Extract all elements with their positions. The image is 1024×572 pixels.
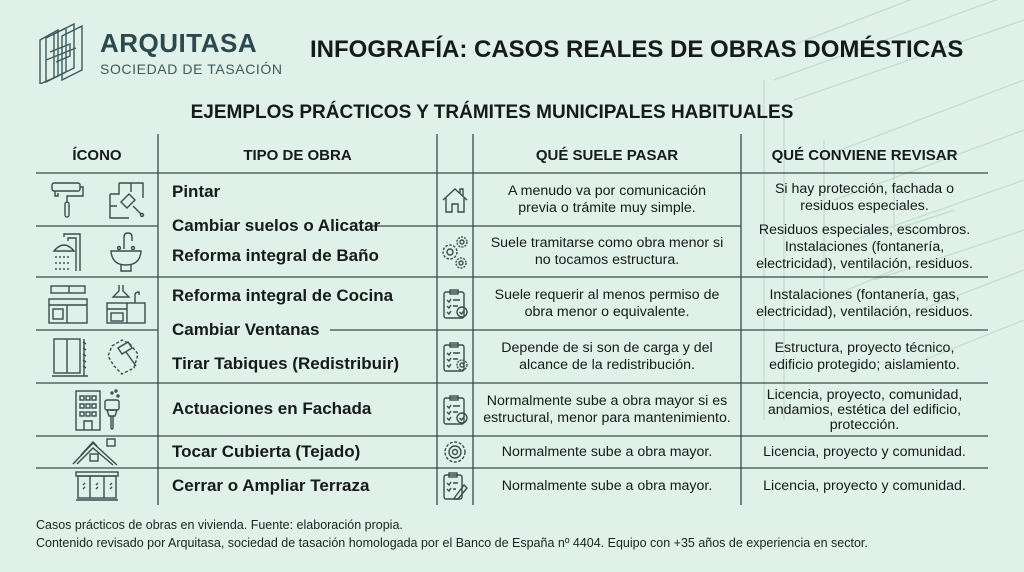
footer-credits: Contenido revisado por Arquitasa, sociedad de tasación homologada por el Banco de España nº 4404. Equipo con +35 años de experiencia en sector. xyxy=(36,536,868,550)
pasa-cell: Suele tramitarse como obra menor si no tocamos estructura. xyxy=(490,235,724,268)
page-title: INFOGRAFÍA: CASOS REALES DE OBRAS DOMÉSTICAS xyxy=(310,36,964,63)
revisar-cell: Licencia, proyecto y comunidad. xyxy=(763,443,966,460)
icon-cell xyxy=(36,228,158,276)
footer-source: Casos prácticos de obras en vivienda. Fuente: elaboración propia. xyxy=(36,518,403,532)
status-icon-cell xyxy=(437,437,473,467)
revisar-cell: Residuos especiales, escombros. Instalaciones (fontanería, electricidad), ventilación, residuos. xyxy=(756,221,973,272)
tipo-obra-label: Tirar Tabiques (Redistribuir) xyxy=(172,354,400,373)
icon-cell xyxy=(36,437,158,467)
brand-logo xyxy=(36,22,283,84)
clipboard-check-icon xyxy=(442,394,468,426)
revisar-cell: Si hay protección, fachada o residuos especiales. xyxy=(774,181,955,214)
revisar-cell: Licencia, proyecto y comunidad. xyxy=(763,477,966,494)
maze-logo-icon xyxy=(36,22,88,84)
status-icon-cell xyxy=(437,176,473,224)
status-icon-cell xyxy=(437,469,473,503)
icon-cell xyxy=(36,385,158,435)
column-header-revisar: QUÉ CONVIENE REVISAR xyxy=(771,146,958,164)
sink-icon xyxy=(108,231,144,273)
hammer-wall-icon xyxy=(104,336,144,378)
pasa-cell: Depende de si son de carga y del alcance de la redistribución. xyxy=(501,340,713,373)
icon-cell xyxy=(36,469,158,503)
tipo-obra-label: Reforma integral de Baño xyxy=(172,246,379,265)
column-header-tipo: TIPO DE OBRA xyxy=(243,146,352,164)
tipo-obra-label: Tocar Cubierta (Tejado) xyxy=(172,442,361,461)
gear-icon xyxy=(442,439,468,465)
tipo-obra-label: Reforma integral de Cocina xyxy=(172,286,394,305)
tipo-obra-label: Cerrar o Ampliar Terraza xyxy=(172,476,370,495)
tile-brush-icon xyxy=(107,180,145,220)
clipboard-gear-icon xyxy=(442,341,468,373)
page-subtitle: EJEMPLOS PRÁCTICOS Y TRÁMITES MUNICIPALES HABITUALES xyxy=(190,102,794,123)
shower-icon xyxy=(50,231,86,273)
clipboard-check-icon xyxy=(442,288,468,320)
kitchen-cabinets-icon xyxy=(47,283,89,325)
tipo-obra-label: Pintar xyxy=(172,182,221,201)
footer xyxy=(36,516,868,552)
tipo-obra-label: Cambiar suelos o Alicatar xyxy=(172,216,381,235)
column-header-icono: ÍCONO xyxy=(72,146,122,164)
pasa-cell: A menudo va por comunicación previa o trámite muy simple. xyxy=(508,183,706,216)
house-icon xyxy=(441,186,469,214)
column-header-pasa: QUÉ SUELE PASAR xyxy=(535,146,679,164)
pasa-cell: Normalmente sube a obra mayor. xyxy=(501,477,713,494)
tipo-obra-label: Actuaciones en Fachada xyxy=(172,399,372,418)
pasa-cell: Normalmente sube a obra mayor si es estructural, menor para mantenimiento. xyxy=(483,393,731,426)
revisar-cell: Licencia, proyecto, comunidad, andamios, estética del edificio, protección. xyxy=(766,386,963,433)
status-icon-cell xyxy=(437,279,473,329)
brand-subtitle: SOCIEDAD DE TASACIÓN xyxy=(100,61,283,77)
tipo-obra-label: Cambiar Ventanas xyxy=(172,320,320,339)
roof-icon xyxy=(71,437,123,467)
pasa-cell: Suele requerir al menos permiso de obra menor o equivalente. xyxy=(494,287,720,320)
pasa-cell: Normalmente sube a obra mayor. xyxy=(501,443,713,460)
brand-name: ARQUITASA xyxy=(100,28,258,58)
revisar-cell: Estructura, proyecto técnico, edificio protegido; aislamiento. xyxy=(769,340,960,373)
status-icon-cell xyxy=(437,228,473,276)
kitchen-hood-icon xyxy=(105,283,147,325)
clipboard-pen-icon xyxy=(442,471,468,501)
gears-icon xyxy=(440,234,470,270)
icon-cell xyxy=(36,176,158,224)
status-icon-cell xyxy=(437,332,473,382)
paint-roller-icon xyxy=(49,180,85,220)
icon-cell xyxy=(36,332,158,382)
paint-brush-icon xyxy=(103,388,121,432)
revisar-cell: Instalaciones (fontanería, gas, electricidad), ventilación, residuos. xyxy=(756,287,973,320)
status-icon-cell xyxy=(437,385,473,435)
terrace-window-icon xyxy=(74,470,120,502)
icon-cell xyxy=(36,279,158,329)
window-icon xyxy=(50,336,90,378)
building-icon xyxy=(73,388,103,432)
